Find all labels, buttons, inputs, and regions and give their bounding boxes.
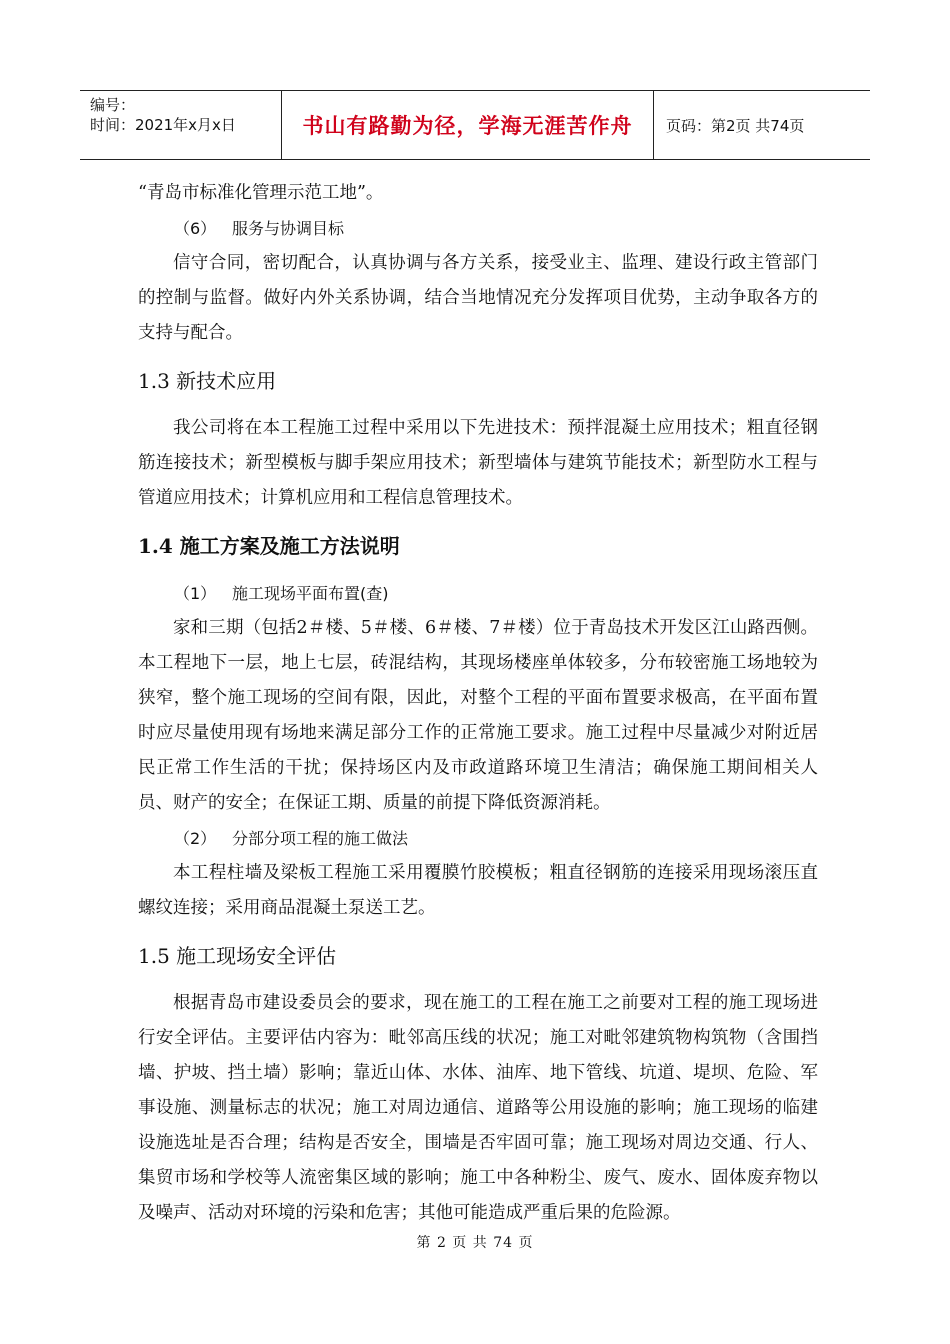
subsection-number: （2） <box>174 829 217 848</box>
time-label: 时间：2021年x月x日 <box>90 116 236 134</box>
page-header <box>80 90 870 160</box>
subsection-heading <box>138 576 818 611</box>
paragraph: 本工程柱墙及梁板工程施工采用覆膜竹胶模板；粗直径钢筋的连接采用现场滚压直螺纹连接；采用商品混凝土泵送工艺。 <box>138 863 818 918</box>
paragraph: 我公司将在本工程施工过程中采用以下先进技术：预拌混凝土应用技术；粗直径钢筋连接技术；新型模板与脚手架应用技术；新型墙体与建筑节能技术；新型防水工程与管道应用技术；计算机应用和工程信息管理技术。 <box>138 418 818 508</box>
header-motto: 书山有路勤为径，学海无涯苦作舟 <box>282 91 654 159</box>
section-heading: 1.4 施工方案及施工方法说明 <box>138 534 400 558</box>
subsection-title: 施工现场平面布置(查) <box>232 584 389 603</box>
subsection-title: 服务与协调目标 <box>232 219 345 238</box>
paragraph: 信守合同，密切配合，认真协调与各方关系，接受业主、监理、建设行政主管部门的控制与监督。做好内外关系协调，结合当地情况充分发挥项目优势，主动争取各方的支持与配合。 <box>138 253 818 343</box>
subsection-number: （1） <box>174 584 217 603</box>
paragraph: “青岛市标准化管理示范工地”。 <box>138 183 384 203</box>
page-footer: 第 2 页 共 74 页 <box>416 1235 534 1251</box>
header-meta <box>80 91 282 159</box>
section-heading: 1.5 施工现场安全评估 <box>138 944 337 968</box>
header-page-info: 页码：第2页 共74页 <box>666 116 805 135</box>
subsection-title: 分部分项工程的施工做法 <box>232 829 409 848</box>
serial-label: 编号： <box>90 96 136 114</box>
subsection-heading <box>138 821 818 856</box>
section-heading: 1.3 新技术应用 <box>138 369 277 393</box>
document-body <box>138 176 818 1231</box>
subsection-number: （6） <box>174 219 217 238</box>
subsection-heading <box>138 211 818 246</box>
paragraph: 根据青岛市建设委员会的要求，现在施工的工程在施工之前要对工程的施工现场进行安全评估。主要评估内容为：毗邻高压线的状况；施工对毗邻建筑物构筑物（含围挡墙、护坡、挡土墙）影响；靠近山体、水体、油库、地下管线、坑道、堤坝、危险、军事设施、测量标志的状况；施工对周边通信、道路等公用设施的影响；施工现场的临建设施选址是否合理；结构是否安全，围墙是否牢固可靠；施工现场对周边交通、行人、集贸市场和学校等人流密集区域的影响；施工中各种粉尘、废气、废水、固体废弃物以及噪声、活动对环境的污染和危害；其他可能造成严重后果的危险源。 <box>138 993 818 1223</box>
paragraph: 家和三期（包括2＃楼、5＃楼、6＃楼、7＃楼）位于青岛技术开发区江山路西侧。本工程地下一层，地上七层，砖混结构，其现场楼座单体较多，分布较密施工场地较为狭窄，整个施工现场的空间有限，因此，对整个工程的平面布置要求极高，在平面布置时应尽量使用现有场地来满足部分工作的正常施工要求。施工过程中尽量减少对附近居民正常工作生活的干扰；保持场区内及市政道路环境卫生清洁；确保施工期间相关人员、财产的安全；在保证工期、质量的前提下降低资源消耗。 <box>138 618 818 813</box>
